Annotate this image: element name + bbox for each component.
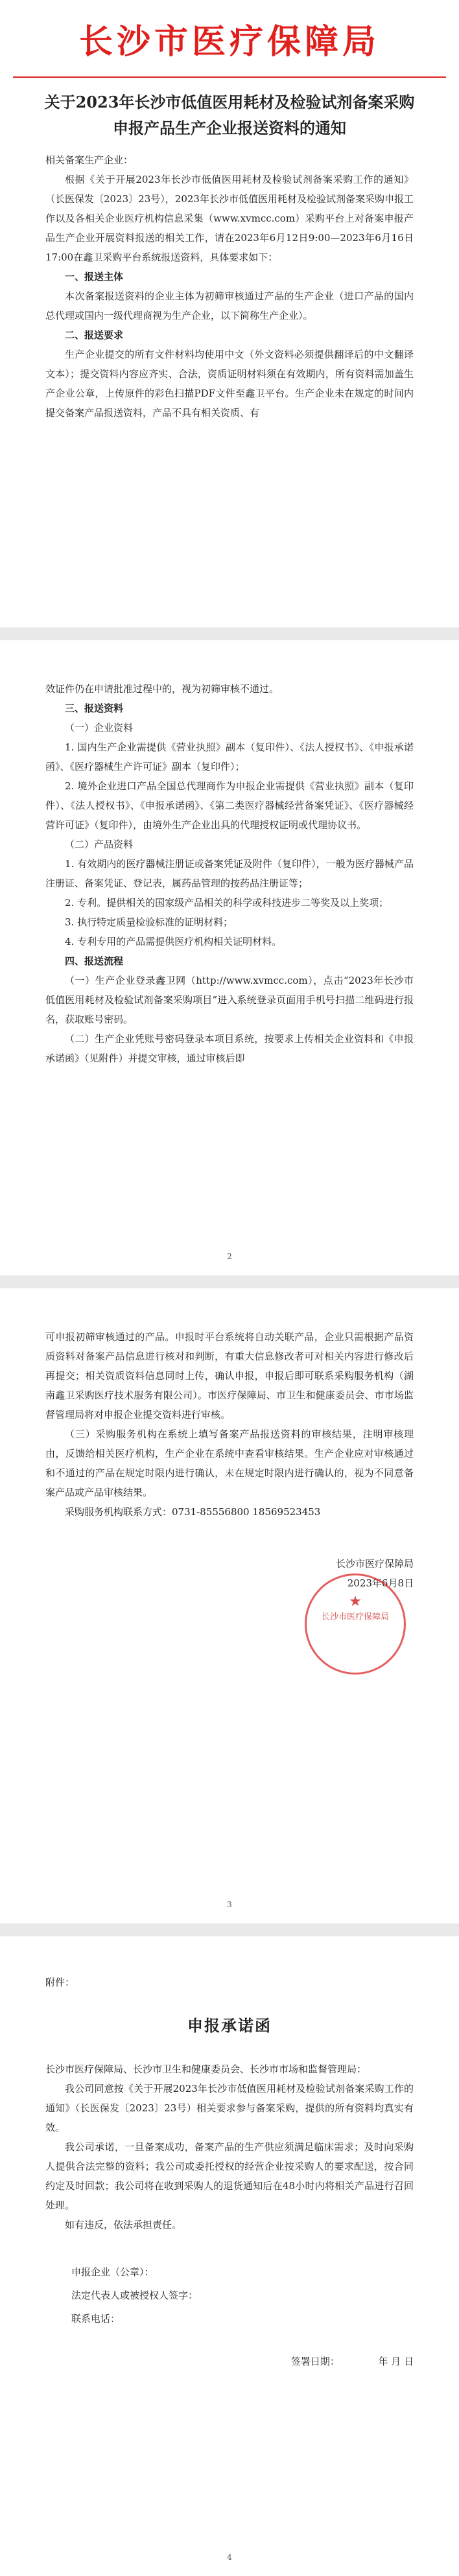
document-page-1	[0, 0, 459, 627]
intro-paragraph: 根据《关于开展2023年长沙市低值医用耗材及检验试剂备案采购工作的通知》（长医保发〔2023〕23号），2023年长沙市低值医用耗材及检验试剂备案采购申报工作以及各相关企业医疗机构信息采集（www.xvmcc.com）采购平台上对备案申报产品生产企业开展资料报送的相关工作，请在2023年6月12日9:00—2023年6月16日17:00在鑫卫采购平台系统报送资料，具体要求如下：	[45, 174, 414, 263]
section-2-body: 生产企业提交的所有文件材料均使用中文（外文资料必须提供翻译后的中文翻译文本）；提交资料内容应齐实、合法，资质证明材料须在有效期内，所有资料需加盖生产企业公章，上传原件的彩色扫描PDF文件至鑫卫平台。生产企业未在规定的时间内提交备案产品报送资料，产品不具有相关资质、有	[45, 349, 414, 419]
representative-signature-field: 法定代表人或被授权人签字：	[71, 2290, 198, 2301]
page-number: 3	[227, 1900, 232, 1909]
continued-text: 可申报初筛审核通过的产品。申报时平台系统将自动关联产品，企业只需根据产品资质资料对备案产品信息进行核对和判断，有重大信息修改者可对相关内容进行修改后再提交；相关资质资料信息同时上传，确认申报，申报后即可联系采购服务机构（湖南鑫卫采购医疗技术服务有限公司）。市医疗保障局、市卫生和健康委员会、市市场监督管理局将对申报企业提交资料进行审核。	[45, 1331, 414, 1421]
commitment-body-2: 我公司承诺，一旦备案成功，备案产品的生产供应须满足临床需求；及时向采购人提供合法完整的资料；我公司或委托授权的经营企业按采购人的要求配送，按合同约定及时回款；我公司将在收到采购人的退货通知后在48小时内将相关产品进行召回处理。	[45, 2141, 414, 2211]
process-step-1: （一）生产企业登录鑫卫网（http://www.xvmcc.com），点击“2023年长沙市低值医用耗材及检验试剂备案采购项目”进入系统登录页面用手机号扫描二维码进行报名，获取账号密码。	[45, 975, 414, 1025]
signature-date: 2023年6月8日	[347, 1577, 414, 1589]
letterhead: 长沙市医疗保障局	[78, 22, 380, 62]
list-item: 2. 专利。提供相关的国家级产品相关的科学或科技进步二等奖及以上奖项；	[65, 897, 389, 909]
section-1-body: 本次备案报送资料的企业主体为初筛审核通过产品的生产企业（进口产品的国内总代理或国内一级代理商视为生产企业，以下简称生产企业）。	[45, 290, 414, 321]
commitment-body-1: 我公司同意按《关于开展2023年长沙市低值医用耗材及检验试剂备案采购工作的通知》（长医保发〔2023〕23号）相关要求参与备案采购，提供的所有资料均真实有效。	[45, 2083, 414, 2133]
section-4-title: 四、报送流程	[65, 955, 124, 967]
salutation: 相关备案生产企业：	[45, 154, 134, 166]
subsection-enterprise: （一）企业资料	[65, 722, 134, 734]
process-step-3: （三）采购服务机构在系统上填写备案产品报送资料的审核结果，注明审核理由，反馈给相关医疗机构，生产企业在系统中查看审核结果。生产企业应对审核通过和不通过的产品在规定时限内进行确认，未在规定时限内进行确认的，视为不同意备案产品或产品审核结果。	[45, 1428, 414, 1498]
continued-text: 效证件仍在申请批准过程中的，视为初筛审核不通过。	[45, 683, 279, 695]
process-step-2: （二）生产企业凭账号密码登录本项目系统，按要求上传相关企业资料和《申报承诺函》（见附件）并提交审核，通过审核后即	[45, 1033, 414, 1064]
document-page-4	[0, 1936, 459, 2576]
company-seal-field: 申报企业（公章）：	[71, 2266, 154, 2278]
list-item: 3. 执行特定质量检验标准的证明材料；	[65, 916, 233, 928]
page-number: 4	[227, 2553, 232, 2562]
commitment-title: 申报承诺函	[187, 2016, 272, 2035]
sign-date-value: 年 月 日	[378, 2356, 414, 2367]
addressee: 长沙市医疗保障局、长沙市卫生和健康委员会、长沙市市场和监督管理局：	[45, 2063, 367, 2075]
sign-date-label: 签署日期：	[290, 2356, 340, 2367]
list-item: 2. 境外企业进口产品全国总代理商作为申报企业需提供《营业执照》副本（复印件）、《法人授权书》、《申报承诺函》、《第二类医疗器械经营备案凭证》、《医疗器械经营许可证》（复印件），由境外生产企业出具的代理授权证明或代理协议书。	[45, 780, 414, 831]
seal-text: 长沙市医疗保障局	[321, 1612, 389, 1622]
section-3-title: 三、报送资料	[65, 702, 124, 714]
list-item: 1. 有效期内的医疗器械注册证或备案凭证及附件（复印件），一般为医疗器械产品注册证、备案凭证、登记表，属药品管理的按药品注册证等；	[45, 858, 414, 889]
seal-star-icon: ★	[349, 1594, 362, 1610]
section-1-title: 一、报送主体	[65, 271, 124, 283]
attachment-label: 附件：	[45, 1977, 75, 1988]
contact-info: 采购服务机构联系方式：0731-85556800 18569523453	[65, 1506, 321, 1518]
subsection-product: （二）产品资料	[65, 839, 134, 850]
document-page-3	[0, 1288, 459, 1923]
signature-org: 长沙市医疗保障局	[335, 1558, 414, 1570]
section-2-title: 二、报送要求	[65, 329, 124, 341]
page-number: 2	[227, 1252, 232, 1261]
list-item: 4. 专利专用的产品需提供医疗机构相关证明材料。	[65, 936, 282, 947]
official-seal	[305, 1573, 406, 1675]
document-page-2	[0, 640, 459, 1275]
phone-field: 联系电话：	[71, 2313, 121, 2325]
sign-date-line	[45, 2350, 414, 2373]
commitment-body-3: 如有违反，依法承担责任。	[65, 2219, 182, 2231]
list-item: 1. 国内生产企业需提供《营业执照》副本（复印件）、《法人授权书》、《申报承诺函》、《医疗器械生产许可证》副本（复印件）；	[45, 741, 414, 772]
document-title: 关于2023年长沙市低值医用耗材及检验试剂备案采购申报产品生产企业报送资料的通知	[44, 93, 415, 137]
red-divider	[13, 76, 446, 78]
